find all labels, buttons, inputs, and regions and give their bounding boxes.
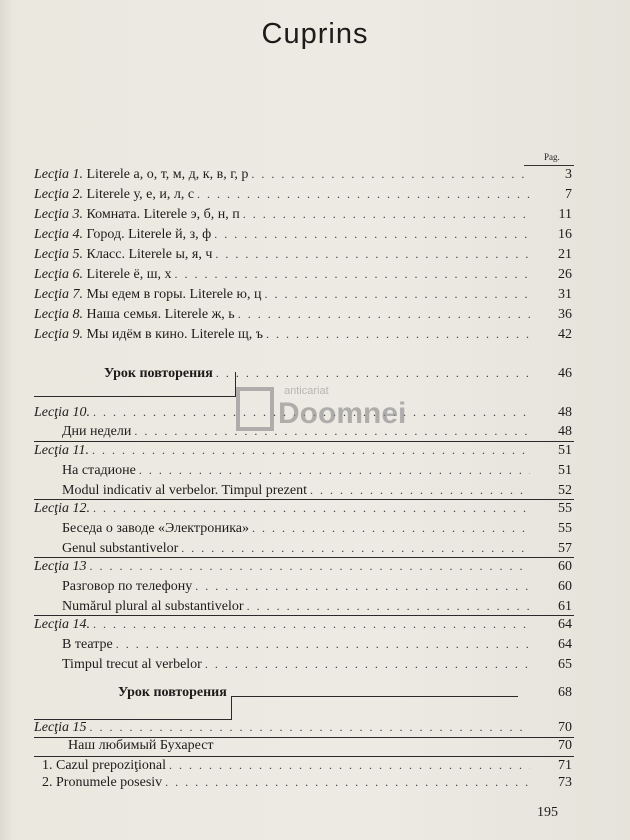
watermark-logo (234, 383, 407, 439)
entry-page: 73 (558, 775, 572, 790)
lesson-label: Lecţia 7. (34, 287, 83, 302)
lesson-label: Lecţia 13 (34, 559, 87, 574)
entry-text: Literele а, о, т, м, д, к, в, г, р (86, 167, 249, 182)
entry-page: 48 (558, 405, 572, 420)
lesson-label: Lecţia 6. (34, 267, 83, 282)
section-rule (34, 441, 574, 442)
entry-text: 2. Pronumele posesiv (42, 775, 163, 790)
leader-dots (264, 287, 530, 302)
lesson-label: Lecţia 4. (34, 227, 83, 242)
entry-text: Мы едем в горы. Literele ю, ц (86, 287, 262, 302)
lesson-label: Lecţia 8. (34, 307, 83, 322)
leader-dots (90, 720, 531, 735)
toc-row (62, 521, 572, 541)
toc-row (62, 599, 572, 619)
entry-page: 36 (558, 307, 572, 322)
leader-dots (214, 227, 530, 242)
watermark-main-text: Doomnei (278, 397, 407, 430)
toc-row (34, 267, 572, 287)
leader-dots (215, 247, 530, 262)
entry-page: 11 (558, 207, 572, 222)
toc-row (34, 187, 572, 207)
leader-dots (90, 559, 531, 574)
toc-row (34, 247, 572, 267)
leader-dots (266, 327, 530, 342)
entry-page: 52 (558, 483, 572, 498)
bracket-line (231, 696, 232, 720)
toc-row-review (118, 685, 572, 705)
entry-page: 51 (558, 443, 572, 458)
leader-dots (181, 541, 530, 556)
lesson-label: Lecţia 10. (34, 405, 90, 420)
entry-page: 64 (558, 637, 572, 652)
lesson-label: Lecţia 15 (34, 720, 87, 735)
lesson-label: Lecţia 3. (34, 207, 83, 222)
section-rule (34, 615, 574, 616)
entry-page: 70 (558, 720, 572, 735)
bracket-line (34, 396, 236, 397)
leader-dots (175, 267, 530, 282)
toc-row (68, 738, 572, 758)
leader-dots (197, 187, 530, 202)
entry-page: 60 (558, 579, 572, 594)
leader-dots (216, 366, 530, 381)
entry-text: 1. Cazul prepoziţional (42, 758, 167, 773)
leader-dots (247, 599, 530, 614)
entry-page: 48 (558, 424, 572, 439)
toc-row (34, 307, 572, 327)
entry-page: 55 (558, 521, 572, 536)
entry-text: Timpul trecut al verbelor (62, 657, 202, 672)
entry-text: Numărul plural al substantivelor (62, 599, 244, 614)
entry-text: Modul indicativ al verbelor. Timpul prezent (62, 483, 307, 498)
leader-dots (165, 775, 530, 790)
toc-row (34, 617, 572, 637)
entry-text: Урок повторения (118, 685, 227, 700)
entry-page: 64 (558, 617, 572, 632)
toc-row (42, 775, 572, 795)
entry-text: Город. Literele й, з, ф (86, 227, 212, 242)
entry-page: 7 (565, 187, 572, 202)
entry-page: 46 (558, 366, 572, 381)
lesson-label: Lecţia 12. (34, 501, 90, 516)
entry-page: 21 (558, 247, 572, 262)
toc-row (62, 463, 572, 483)
toc-row (34, 443, 572, 463)
entry-page: 55 (558, 501, 572, 516)
lesson-label: Lecţia 9. (34, 327, 83, 342)
lesson-label: Lecţia 14. (34, 617, 90, 632)
toc-row (62, 579, 572, 599)
entry-page: 51 (558, 463, 572, 478)
entry-page: 3 (565, 167, 572, 182)
entry-page: 65 (558, 657, 572, 672)
toc-row (34, 227, 572, 247)
entry-text: Наш любимый Бухарест (68, 738, 214, 753)
toc-row (34, 327, 572, 347)
entry-page: 31 (558, 287, 572, 302)
entry-text: Класс. Literele ы, я, ч (86, 247, 213, 262)
section-rule (34, 756, 574, 757)
entry-page: 70 (558, 738, 572, 753)
entry-text: На стадионе (62, 463, 136, 478)
page-column-rule (524, 165, 574, 166)
leader-dots (92, 443, 530, 458)
leader-dots (195, 579, 530, 594)
entry-text: Literele ё, ш, х (86, 267, 172, 282)
section-rule (34, 499, 574, 500)
entry-text: Комната. Literele э, б, н, п (86, 207, 240, 222)
toc-row (62, 657, 572, 677)
leader-dots (93, 617, 530, 632)
lesson-label: Lecţia 1. (34, 167, 83, 182)
entry-page: 68 (558, 685, 572, 700)
page-column-label: Pag. (544, 152, 560, 162)
leader-dots (252, 521, 530, 536)
toc-row (34, 559, 572, 579)
toc-row (62, 541, 572, 561)
section-rule (34, 557, 574, 558)
leader-dots (243, 207, 530, 222)
toc-row (62, 637, 572, 657)
leader-dots (116, 637, 530, 652)
entry-text: Literele у, е, и, л, с (86, 187, 195, 202)
entry-text: Беседа о заводе «Электроника» (62, 521, 249, 536)
toc-row (34, 287, 572, 307)
entry-text: Genul substantivelor (62, 541, 179, 556)
entry-text: Урок повторения (104, 366, 213, 381)
leader-dots (139, 463, 530, 478)
entry-page: 60 (558, 559, 572, 574)
leader-dots (169, 758, 530, 773)
watermark-top-text: anticariat (284, 385, 329, 397)
entry-text: Наша семья. Literele ж, ь (86, 307, 235, 322)
lesson-label: Lecţia 5. (34, 247, 83, 262)
lesson-label: Lecţia 11. (34, 443, 89, 458)
entry-page: 57 (558, 541, 572, 556)
entry-page: 61 (558, 599, 572, 614)
leader-dots (251, 167, 530, 182)
entry-page: 26 (558, 267, 572, 282)
page-number: 195 (537, 805, 558, 820)
entry-text: Разговор по телефону (62, 579, 193, 594)
entry-text: Мы идём в кино. Literele щ, ъ (86, 327, 263, 342)
entry-page: 16 (558, 227, 572, 242)
bracket-line (232, 696, 518, 697)
toc-row (62, 483, 572, 503)
leader-dots (205, 657, 530, 672)
lesson-label: Lecţia 2. (34, 187, 83, 202)
toc-row (34, 501, 572, 521)
entry-page: 71 (558, 758, 572, 773)
leader-dots (93, 501, 530, 516)
watermark-book-icon (236, 387, 274, 431)
entry-page: 42 (558, 327, 572, 342)
leader-dots (310, 483, 530, 498)
toc-row (34, 207, 572, 227)
leader-dots (238, 307, 530, 322)
entry-text: В театре (62, 637, 113, 652)
page-title: Cuprins (261, 18, 369, 50)
entry-text: Дни недели (62, 424, 132, 439)
toc-row (34, 167, 572, 187)
